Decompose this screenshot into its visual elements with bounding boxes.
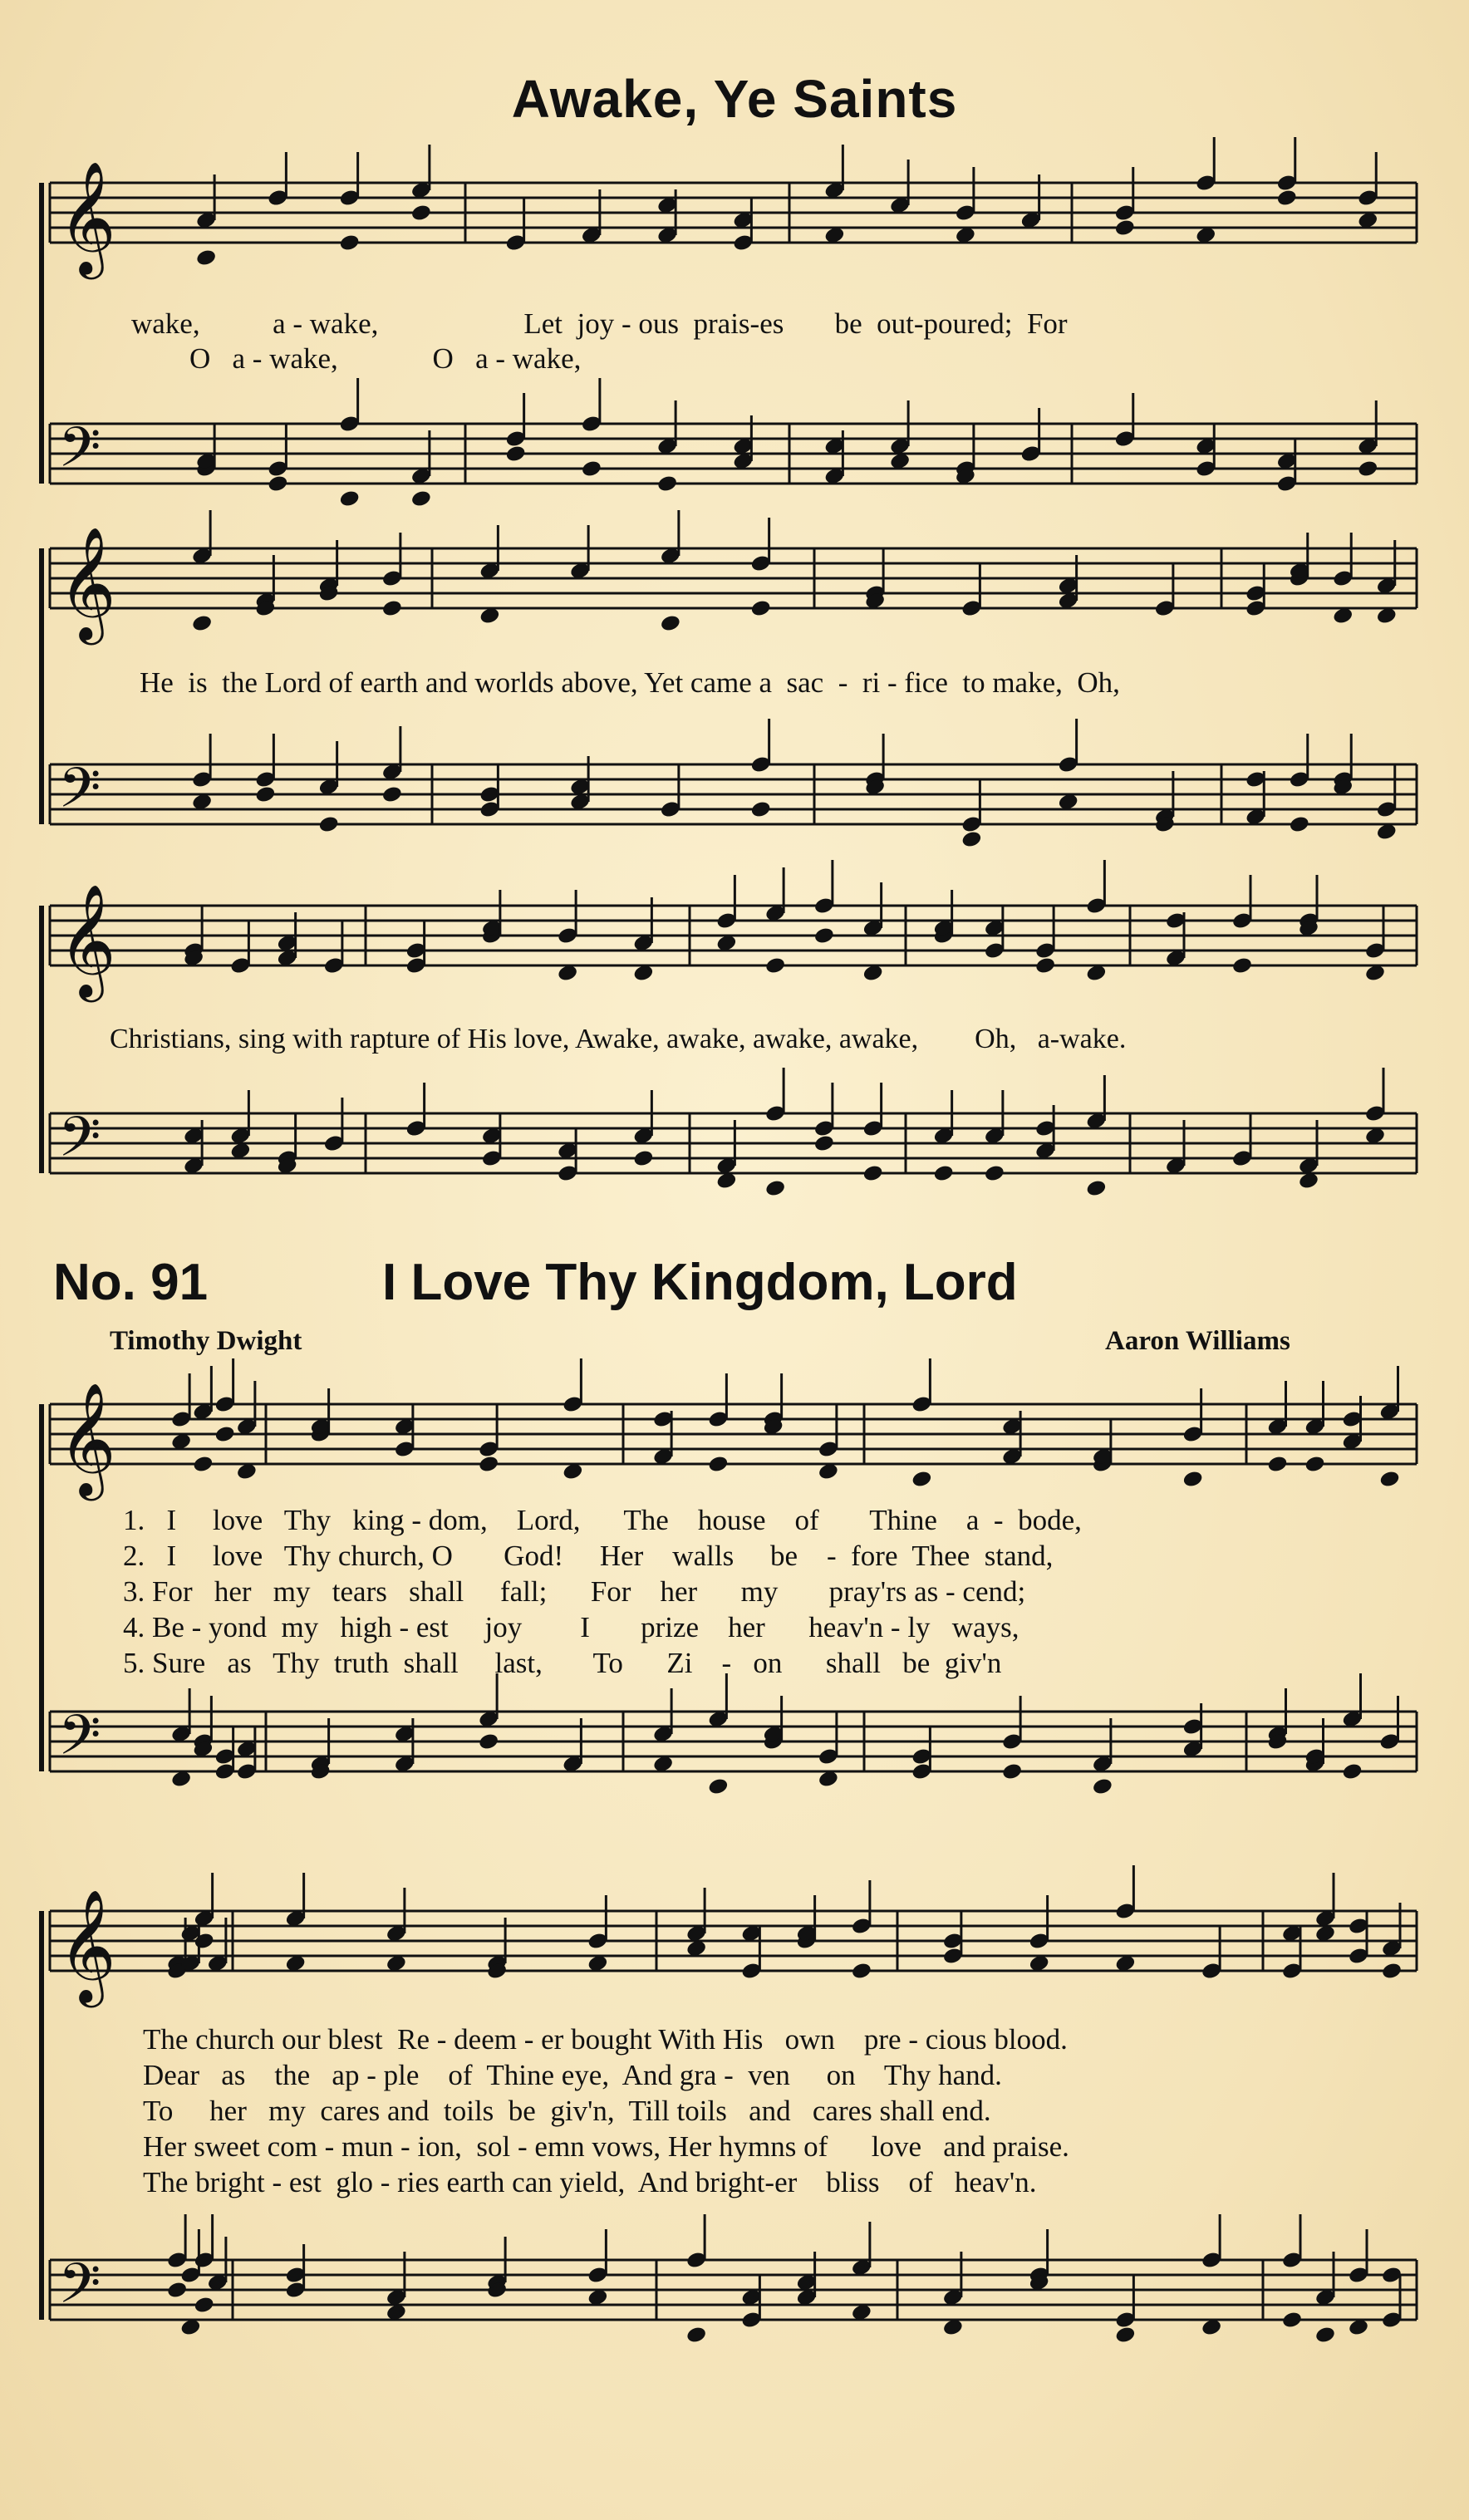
- notehead: [318, 815, 340, 834]
- notehead: [862, 1164, 884, 1183]
- verse-line: 3. For her my tears shall fall; For her my pray'rs as - cend;: [123, 1575, 1026, 1608]
- hymn1-lyric-line: He is the Lord of earth and worlds above, Yet came a sac - ri - fice to make, Oh,: [140, 666, 1120, 699]
- bass-clef: 𝄢: [58, 2252, 101, 2329]
- notehead: [194, 2296, 215, 2315]
- notehead: [1114, 219, 1136, 238]
- verse-line: 5. Sure as Thy truth shall last, To Zi - on shall be giv'n: [123, 1647, 1002, 1679]
- notehead: [1378, 1470, 1400, 1489]
- notehead: [339, 489, 361, 508]
- notehead: [1034, 956, 1056, 975]
- notehead: [1381, 1962, 1403, 1981]
- notehead: [192, 1455, 214, 1474]
- notehead: [1276, 189, 1298, 208]
- notehead: [813, 1134, 835, 1153]
- notehead: [381, 785, 403, 804]
- notehead: [410, 489, 432, 508]
- notehead: [1266, 1455, 1288, 1474]
- notehead: [1092, 1777, 1113, 1796]
- treble-clef: 𝄞: [58, 1381, 116, 1496]
- bass-clef: 𝄢: [58, 1703, 101, 1781]
- notehead: [764, 1179, 786, 1198]
- verse-line: To her my cares and toils be giv'n, Till toils and cares shall end.: [143, 2095, 991, 2127]
- notehead: [1001, 1762, 1023, 1781]
- notehead: [984, 1164, 1005, 1183]
- notehead: [1114, 2326, 1136, 2345]
- verse-line: 1. I love Thy king - dom, Lord, The house of Thine a - bode,: [123, 1504, 1082, 1536]
- notehead: [1289, 815, 1310, 834]
- notehead: [191, 614, 213, 633]
- notehead: [410, 204, 432, 223]
- notehead: [267, 474, 288, 494]
- notehead: [381, 599, 403, 618]
- notehead: [656, 474, 678, 494]
- notehead: [707, 1455, 729, 1474]
- notehead: [1357, 459, 1378, 479]
- composer-credit: Aaron Williams: [1105, 1326, 1290, 1356]
- notehead: [478, 1455, 499, 1474]
- notehead: [933, 1164, 955, 1183]
- notehead: [750, 800, 772, 819]
- notehead: [660, 614, 681, 633]
- verse-line: The bright - est glo - ries earth can yield, And bright-er bliss of heav'n.: [143, 2166, 1037, 2198]
- bass-clef: 𝄢: [58, 1105, 101, 1182]
- verse-line: 4. Be - yond my high - est joy I prize her heav'n - ly ways,: [123, 1611, 1019, 1643]
- notehead: [339, 233, 361, 253]
- notehead: [1231, 956, 1253, 975]
- notehead: [813, 926, 835, 946]
- notehead: [1304, 1455, 1325, 1474]
- treble-clef: 𝄞: [58, 882, 116, 997]
- notehead: [685, 2326, 707, 2345]
- notehead: [1341, 1762, 1363, 1781]
- notehead: [166, 2281, 188, 2300]
- hymn1-lyric-line: O a - wake, O a - wake,: [189, 342, 582, 375]
- hymn2-title: I Love Thy Kingdom, Lord: [382, 1254, 1018, 1311]
- notehead: [505, 445, 527, 464]
- hymn1-title: Awake, Ye Saints: [511, 69, 958, 129]
- notehead: [750, 599, 772, 618]
- notehead: [1085, 1179, 1107, 1198]
- notehead: [1314, 2326, 1336, 2345]
- treble-clef: 𝄞: [58, 160, 116, 274]
- notehead: [581, 459, 602, 479]
- bass-clef: 𝄢: [58, 756, 101, 833]
- notehead: [195, 248, 217, 268]
- bass-clef: 𝄢: [58, 415, 101, 493]
- notehead: [214, 1425, 236, 1444]
- hymn1-lyric-line: wake, a - wake, Let joy - ous prais-es be out-poured; For: [131, 307, 1068, 340]
- verse-line: Her sweet com - mun - ion, sol - emn vows, Her hymns of love and praise.: [143, 2130, 1069, 2163]
- verse-line: The church our blest Re - deem - er bought With His own pre - cious blood.: [143, 2023, 1068, 2056]
- treble-clef: 𝄞: [58, 1888, 116, 2002]
- notehead: [1281, 2311, 1303, 2330]
- hymn1-lyric-line: Christians, sing with rapture of His love, Awake, awake, awake, awake, Oh, a-wake.: [110, 1024, 1127, 1054]
- treble-clef: 𝄞: [58, 525, 116, 640]
- author-credit: Timothy Dwight: [110, 1326, 302, 1356]
- hymn-number: No. 91: [53, 1254, 209, 1311]
- notehead: [707, 1777, 729, 1796]
- verse-line: 2. I love Thy church, O God! Her walls be - fore Thee stand,: [123, 1540, 1054, 1572]
- notehead: [960, 830, 982, 849]
- notehead: [254, 785, 276, 804]
- notehead: [1182, 1470, 1204, 1489]
- notehead: [911, 1470, 932, 1489]
- notehead: [851, 1962, 872, 1981]
- notehead: [478, 1732, 499, 1751]
- notehead: [632, 1149, 654, 1168]
- notehead: [764, 956, 786, 975]
- verse-line: Dear as the ap - ple of Thine eye, And gra - ven on Thy hand.: [143, 2059, 1002, 2091]
